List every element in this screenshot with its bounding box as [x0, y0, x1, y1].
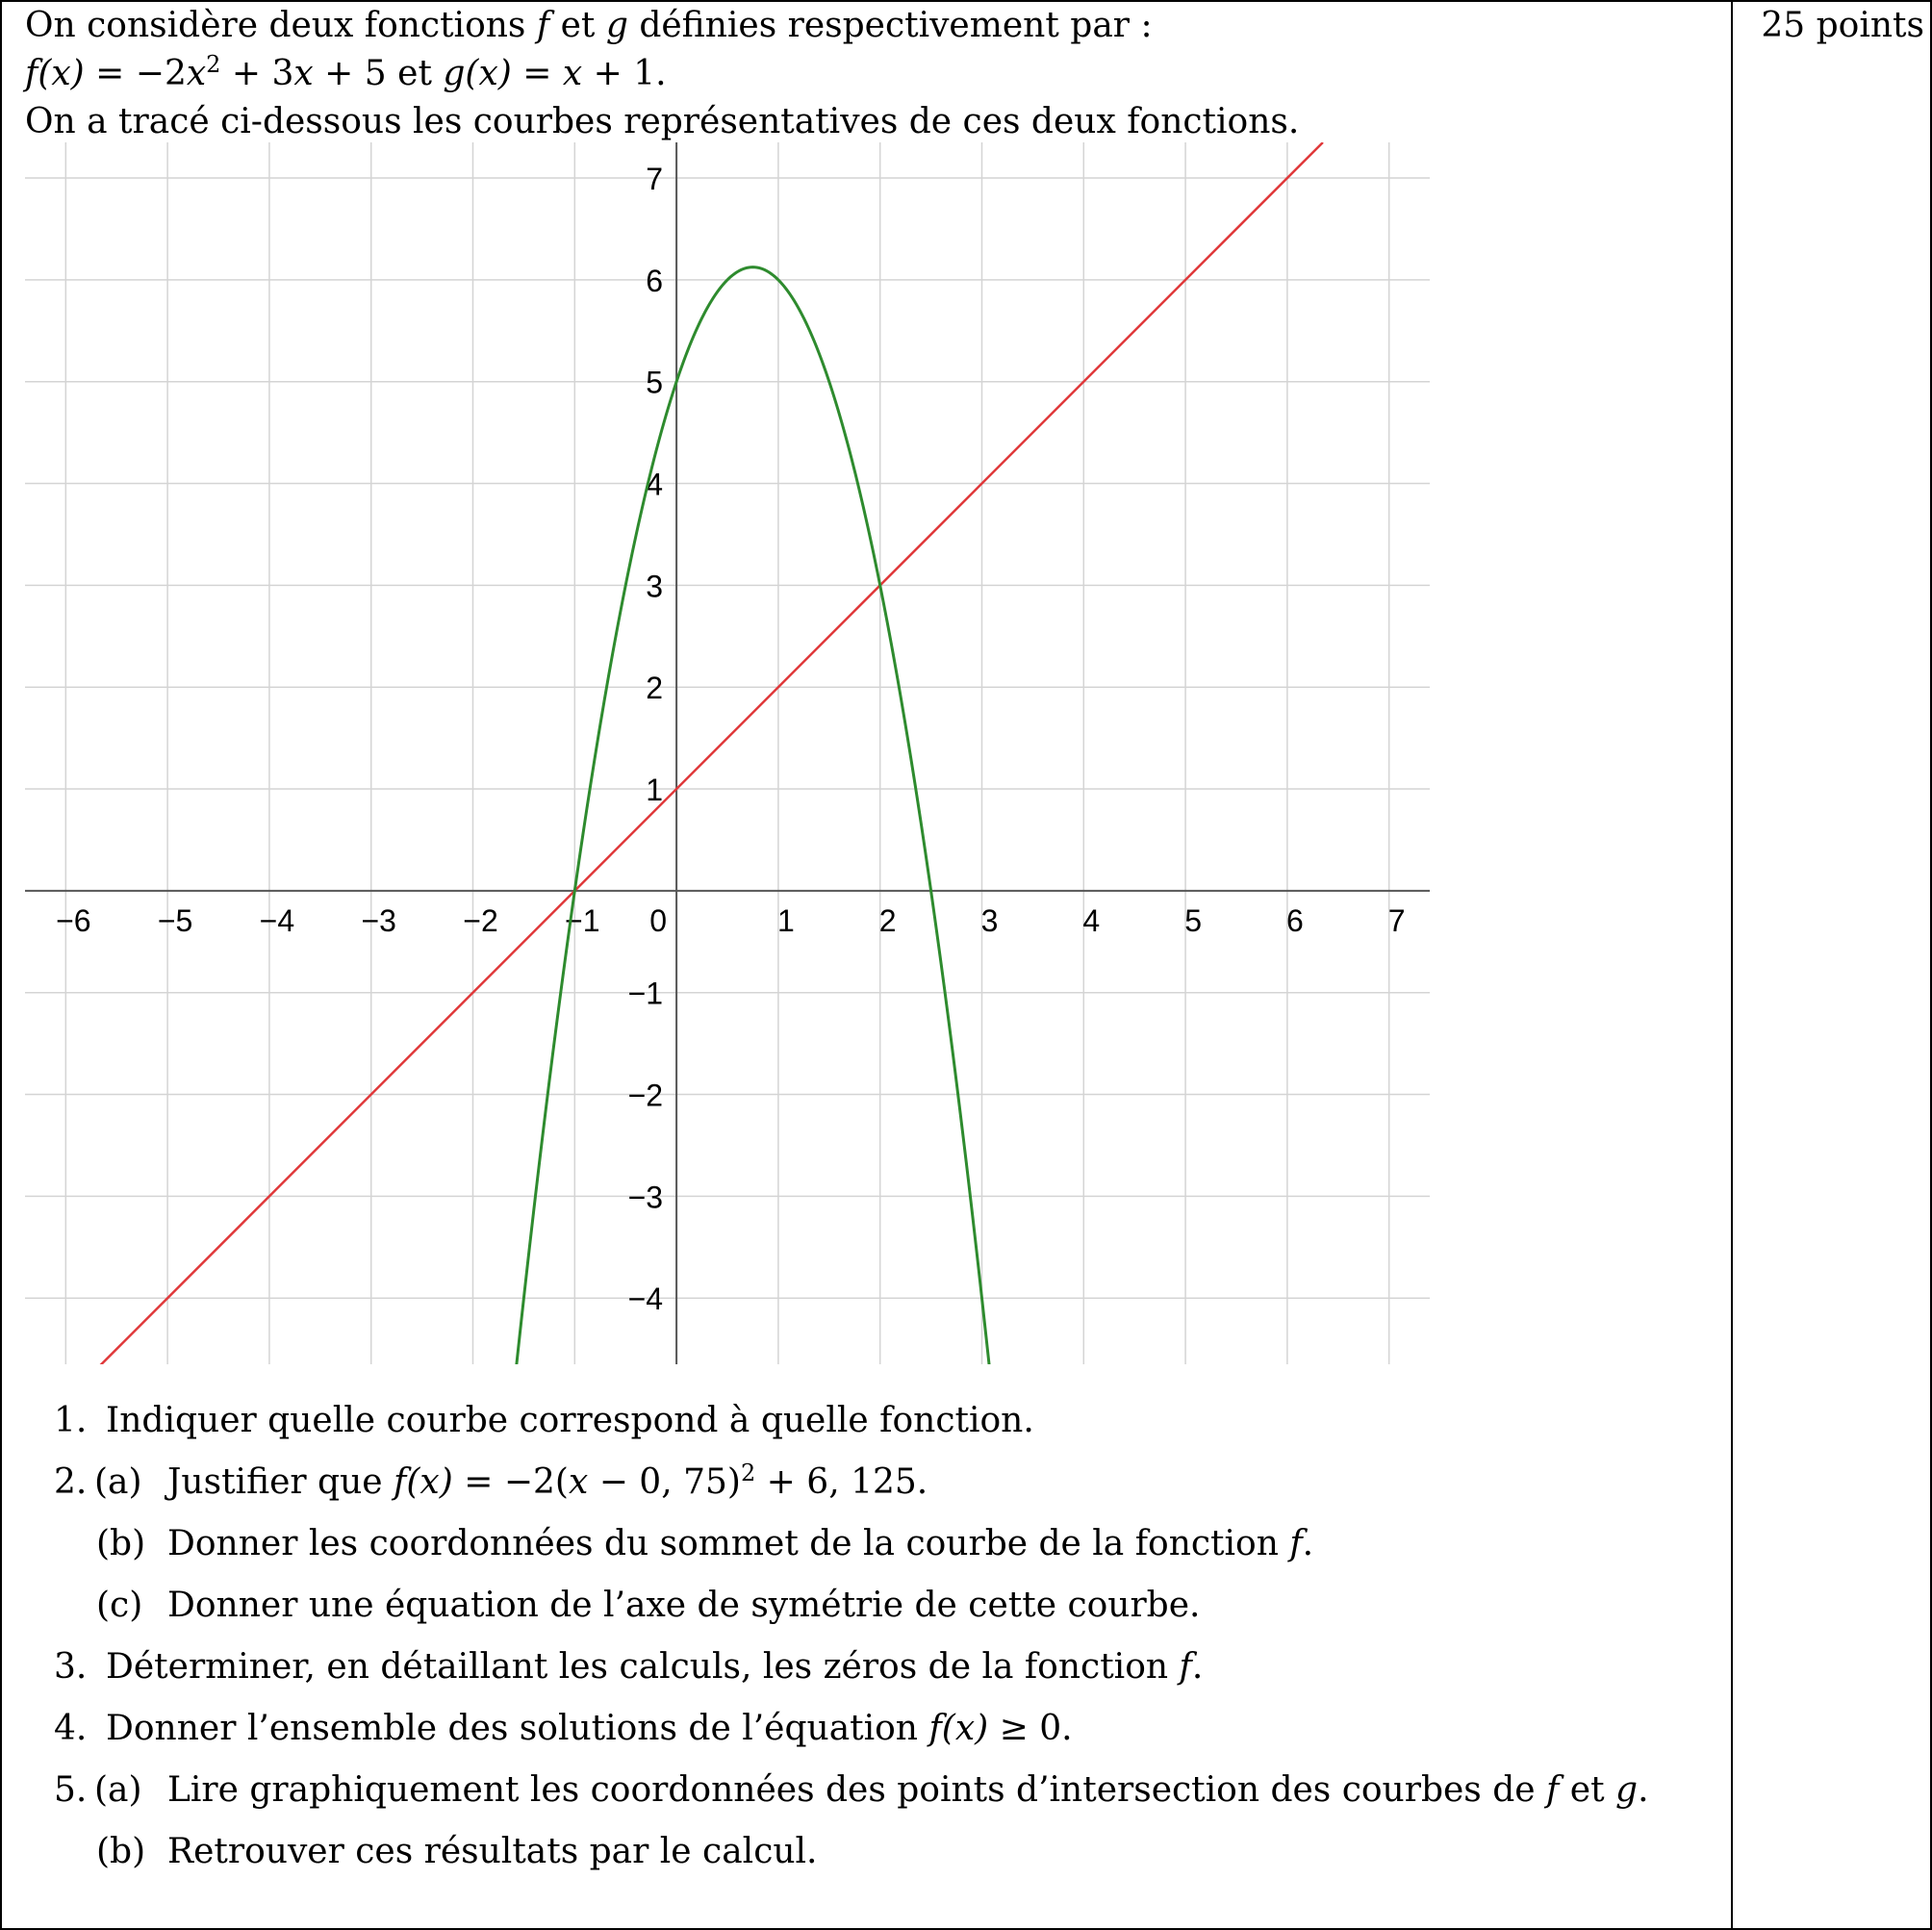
question-text — [106, 1705, 1073, 1753]
question-5b — [54, 1828, 1718, 1890]
formula-exponent: 2 — [206, 51, 221, 78]
subquestion-label: (b) — [96, 1524, 146, 1563]
y-tick-label: 4 — [646, 467, 664, 502]
formula-part: x — [186, 54, 207, 93]
question-text-part: Donner l’ensemble des solutions de l’équation — [106, 1709, 929, 1748]
question-text-part: (x) — [941, 1709, 989, 1748]
question-text-part: Déterminer, en détaillant les calculs, les zéros de la fonction — [106, 1647, 1180, 1687]
subquestion-label: (c) — [96, 1586, 143, 1625]
subquestion-label: (a) — [94, 1462, 142, 1502]
question-text-part: Donner les coordonnées du sommet de la courbe de la fonction — [167, 1524, 1290, 1563]
x-tick-label: 7 — [1387, 902, 1406, 938]
function-graph — [25, 142, 1430, 1364]
x-tick-label: 6 — [1285, 902, 1304, 938]
function-f-symbol: f — [536, 6, 550, 45]
question-text-part: − 0, 75) — [588, 1462, 741, 1502]
question-text-part: f — [1289, 1524, 1303, 1563]
y-tick-label: −1 — [627, 976, 664, 1011]
question-text-part: x — [568, 1462, 589, 1502]
question-text-part: ≥ 0. — [988, 1709, 1073, 1748]
y-tick-label: −4 — [627, 1282, 664, 1317]
x-tick-label: −1 — [565, 902, 600, 938]
formula-part: x — [293, 54, 314, 93]
question-2b — [54, 1520, 1718, 1582]
formula-part: = −2 — [84, 54, 187, 93]
question-number: 2. — [54, 1462, 88, 1502]
x-tick-label: −4 — [259, 902, 295, 938]
intro-line-2-formulas — [25, 50, 1718, 98]
question-5a — [54, 1766, 1718, 1828]
question-text-part: f — [928, 1709, 942, 1748]
question-text-part: (x) — [406, 1462, 453, 1502]
y-tick-label: 5 — [646, 365, 664, 400]
y-tick-label: 3 — [646, 569, 664, 604]
formula-part: (x) — [465, 54, 512, 93]
formula-part: + 3 — [220, 54, 294, 93]
function-g-symbol: g — [605, 6, 628, 45]
x-tick-label: −5 — [157, 902, 193, 938]
formula-exponent: 2 — [740, 1460, 756, 1486]
question-1 — [54, 1397, 1718, 1459]
intro-line-1 — [25, 2, 1718, 50]
question-4 — [54, 1705, 1718, 1766]
y-tick-label: 6 — [646, 263, 664, 298]
question-text — [167, 1582, 1200, 1630]
question-number: 4. — [54, 1709, 88, 1748]
question-text — [167, 1459, 928, 1507]
y-tick-label: −3 — [627, 1180, 664, 1215]
question-text-part: f — [394, 1462, 407, 1502]
formula-part: + 5 et — [313, 54, 444, 93]
points-column-divider — [1731, 0, 1733, 1930]
question-text-part: f — [1179, 1647, 1192, 1687]
x-tick-label: −3 — [361, 902, 396, 938]
question-text-part: + 6, 125. — [755, 1462, 928, 1502]
question-text-part: . — [1638, 1770, 1649, 1810]
question-text-part: Donner une équation de l’axe de symétrie de cette courbe. — [167, 1586, 1201, 1625]
intro-text: On considère deux fonctions — [25, 6, 537, 45]
formula-part: x — [562, 54, 583, 93]
y-tick-label: 2 — [646, 671, 664, 706]
question-text-part: . — [1302, 1524, 1314, 1563]
formula-part: + 1. — [582, 54, 667, 93]
x-tick-label: 1 — [777, 902, 795, 938]
intro-text: et — [549, 6, 606, 45]
question-text-part: Justifier que — [167, 1462, 394, 1502]
intro-text: définies respectivement par : — [627, 6, 1153, 45]
intro-line-3: On a tracé ci-dessous les courbes représentatives de ces deux fonctions. — [25, 102, 1300, 141]
formula-part: (x) — [38, 54, 85, 93]
x-tick-label: 4 — [1082, 902, 1101, 938]
question-number: 3. — [54, 1647, 88, 1687]
question-number: 5. — [54, 1770, 88, 1810]
x-tick-label: 3 — [980, 902, 999, 938]
question-2c — [54, 1582, 1718, 1643]
question-text — [106, 1397, 1034, 1445]
question-text-part: g — [1615, 1770, 1639, 1810]
question-text — [167, 1766, 1649, 1815]
question-text-part: Lire graphiquement les coordonnées des points d’intersection des courbes de — [167, 1770, 1547, 1810]
subquestion-label: (a) — [94, 1770, 142, 1810]
formula-part: g — [443, 54, 466, 93]
question-text-part: f — [1546, 1770, 1560, 1810]
question-text — [167, 1520, 1313, 1568]
x-tick-label: −2 — [463, 902, 498, 938]
y-tick-label: 7 — [646, 162, 664, 197]
question-text-part: et — [1559, 1770, 1616, 1810]
formula-part: f — [25, 54, 38, 93]
points-value: 25 points — [1761, 6, 1924, 45]
question-list — [54, 1397, 1718, 1890]
y-tick-label: 1 — [646, 773, 664, 808]
question-text — [106, 1643, 1203, 1691]
question-number: 1. — [54, 1401, 88, 1440]
question-text-part: . — [1191, 1647, 1204, 1687]
question-3 — [54, 1643, 1718, 1705]
question-text-part: Indiquer quelle courbe correspond à quelle fonction. — [106, 1401, 1034, 1440]
subquestion-label: (b) — [96, 1832, 146, 1871]
question-text — [167, 1828, 818, 1876]
x-tick-label: −6 — [56, 902, 91, 938]
x-tick-label: 5 — [1184, 902, 1202, 938]
question-text-part: = −2( — [452, 1462, 569, 1502]
question-2a — [54, 1459, 1718, 1520]
x-tick-label: 2 — [878, 902, 897, 938]
series-line-g — [96, 142, 1323, 1364]
series-curve-f — [516, 267, 990, 1364]
question-text-part: Retrouver ces résultats par le calcul. — [167, 1832, 818, 1871]
exercise-intro — [25, 2, 1718, 146]
x-tick-label: 0 — [649, 902, 668, 938]
formula-part: = — [511, 54, 563, 93]
y-tick-label: −2 — [627, 1078, 664, 1113]
